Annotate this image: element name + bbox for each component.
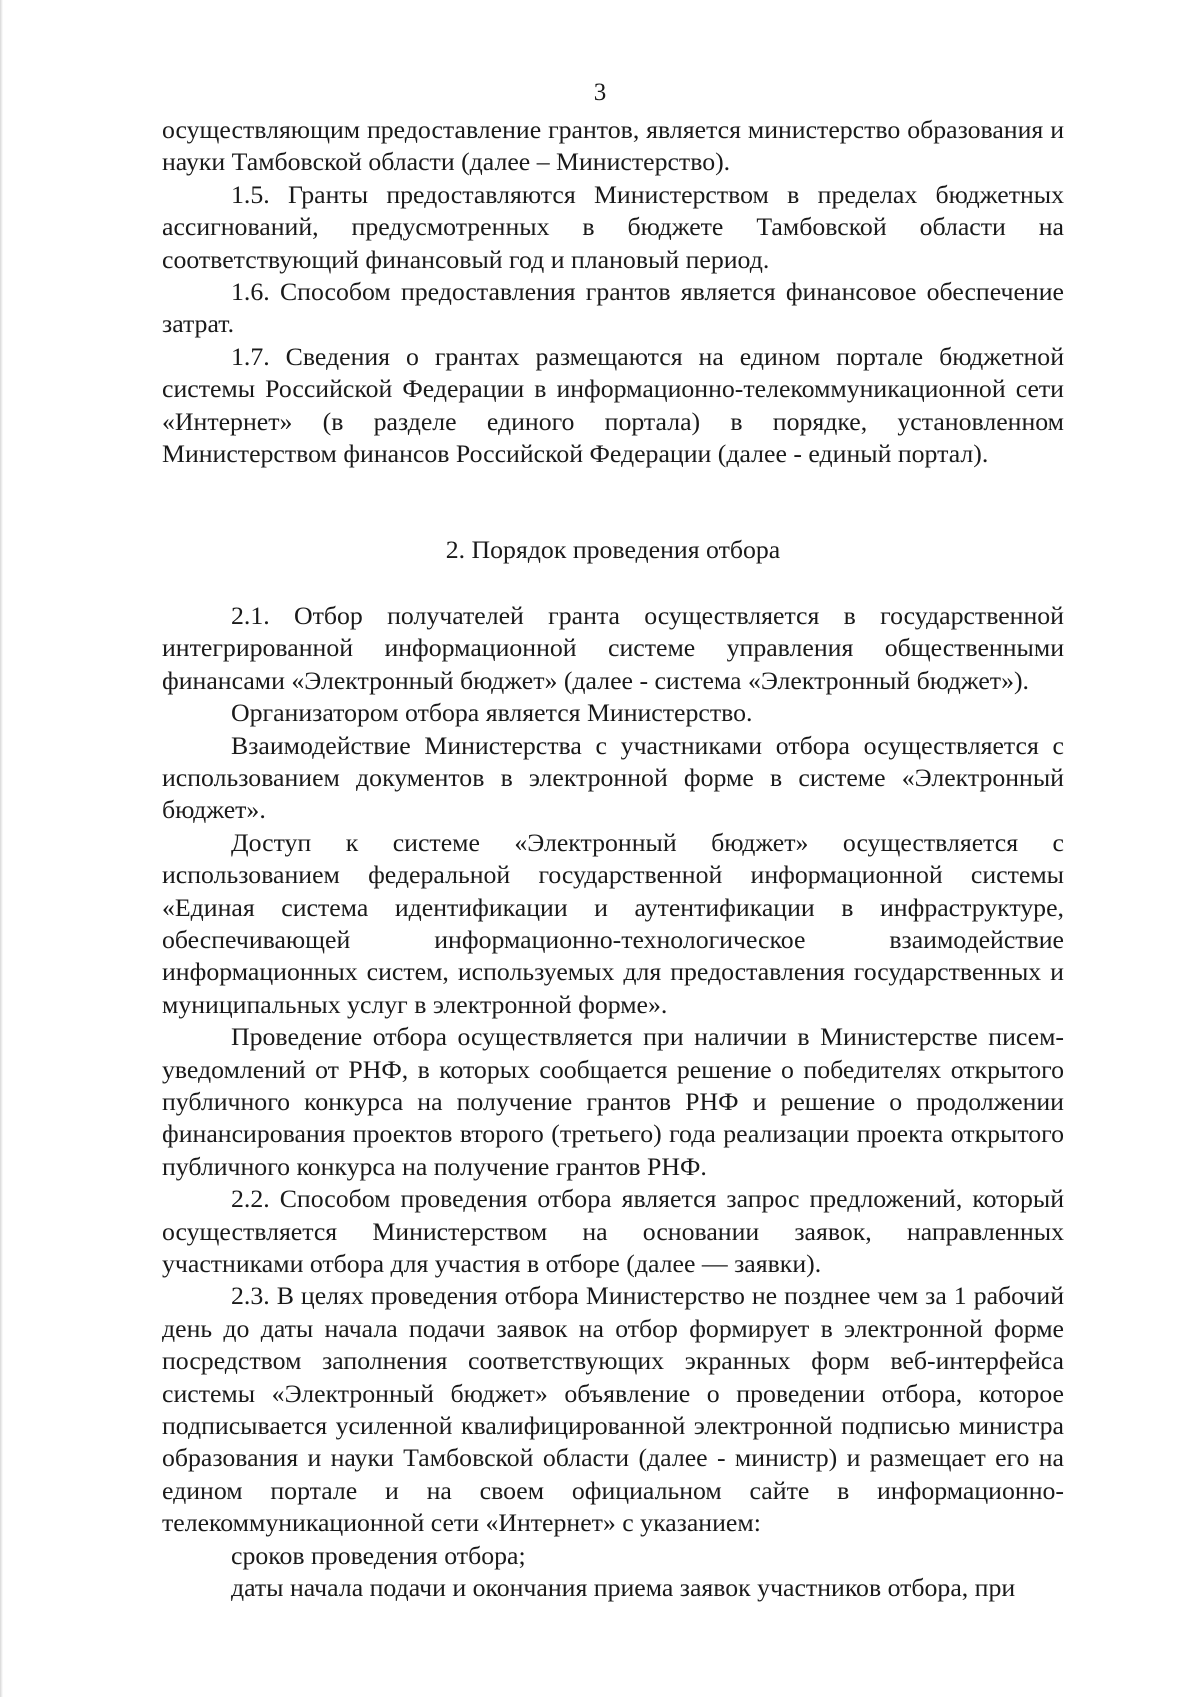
spacer	[162, 567, 1064, 600]
paragraph-1-7: 1.7. Сведения о грантах размещаются на едином портале бюджетной системы Российской Федерации в информационно-телекоммуникационной сети «Интернет» (в разделе единого портала) в порядке, установленном Министерством финансов Российской Федерации (далее - единый портал).	[162, 341, 1064, 469]
paragraph-interaction: Взаимодействие Министерства с участниками отбора осуществляется с использованием документов в электронной форме в системе «Электронный бюджет».	[162, 730, 1064, 825]
paragraph-2-3: 2.3. В целях проведения отбора Министерство не позднее чем за 1 рабочий день до даты начала подачи заявок на отбор формирует в электронной форме посредством заполнения соответствующих экранных форм веб-интерфейса системы «Электронный бюджет» объявление о проведении отбора, которое подписывается усиленной квалифицированной электронной подписью министра образования и науки Тамбовской области (далее - министр) и размещает его на едином портале и на своем официальном сайте в информационно-телекоммуникационной сети «Интернет» с указанием:	[162, 1281, 1064, 1538]
spacer	[162, 470, 1064, 534]
paragraph-2-2: 2.2. Способом проведения отбора является запрос предложений, который осуществляется Министерством на основании заявок, направленных участниками отбора для участия в отборе (далее — заявки).	[162, 1184, 1064, 1278]
paragraph-conduct: Проведение отбора осуществляется при наличии в Министерстве писем-уведомлений от РНФ, в которых сообщается решение о победителях открытого публичного конкурса на получение грантов РНФ и решение о продолжении финансирования проектов второго (третьего) года реализации проекта открытого публичного конкурса на получение грантов РНФ.	[162, 1022, 1064, 1181]
paragraph-dates: даты начала подачи и окончания приема заявок участников отбора, при	[231, 1573, 1016, 1603]
paragraph-continuation: осуществляющим предоставление грантов, является министерство образования и науки Тамбовской области (далее – Министерство).	[162, 115, 1064, 177]
scan-left-edge	[0, 0, 3, 1697]
page-number: 3	[593, 79, 607, 106]
paragraph-1-6: 1.6. Способом предоставления грантов является финансовое обеспечение затрат.	[162, 277, 1064, 339]
paragraph-2-1: 2.1. Отбор получателей гранта осуществляется в государственной интегрированной информационной системе управления общественными финансами «Электронный бюджет» (далее - система «Электронный бюджет»).	[162, 600, 1064, 695]
section-2-heading: 2. Порядок проведения отбора	[445, 535, 781, 565]
paragraph-terms: сроков проведения отбора;	[231, 1540, 526, 1570]
paragraph-organizer: Организатором отбора является Министерство.	[231, 698, 753, 728]
paragraph-access: Доступ к системе «Электронный бюджет» осуществляется с использованием федеральной государственной информационной системы «Единая система идентификации и аутентификации в инфраструктуре, обеспечивающей информационно-технологическое взаимодействие информационных систем, используемых для предоставления государственных и муниципальных услуг в электронной форме».	[162, 827, 1064, 1019]
paragraph-1-5: 1.5. Гранты предоставляются Министерством в пределах бюджетных ассигнований, предусмотренных в бюджете Тамбовской области на соответствующий финансовый год и плановый период.	[162, 179, 1064, 274]
document-body	[162, 114, 1064, 1604]
